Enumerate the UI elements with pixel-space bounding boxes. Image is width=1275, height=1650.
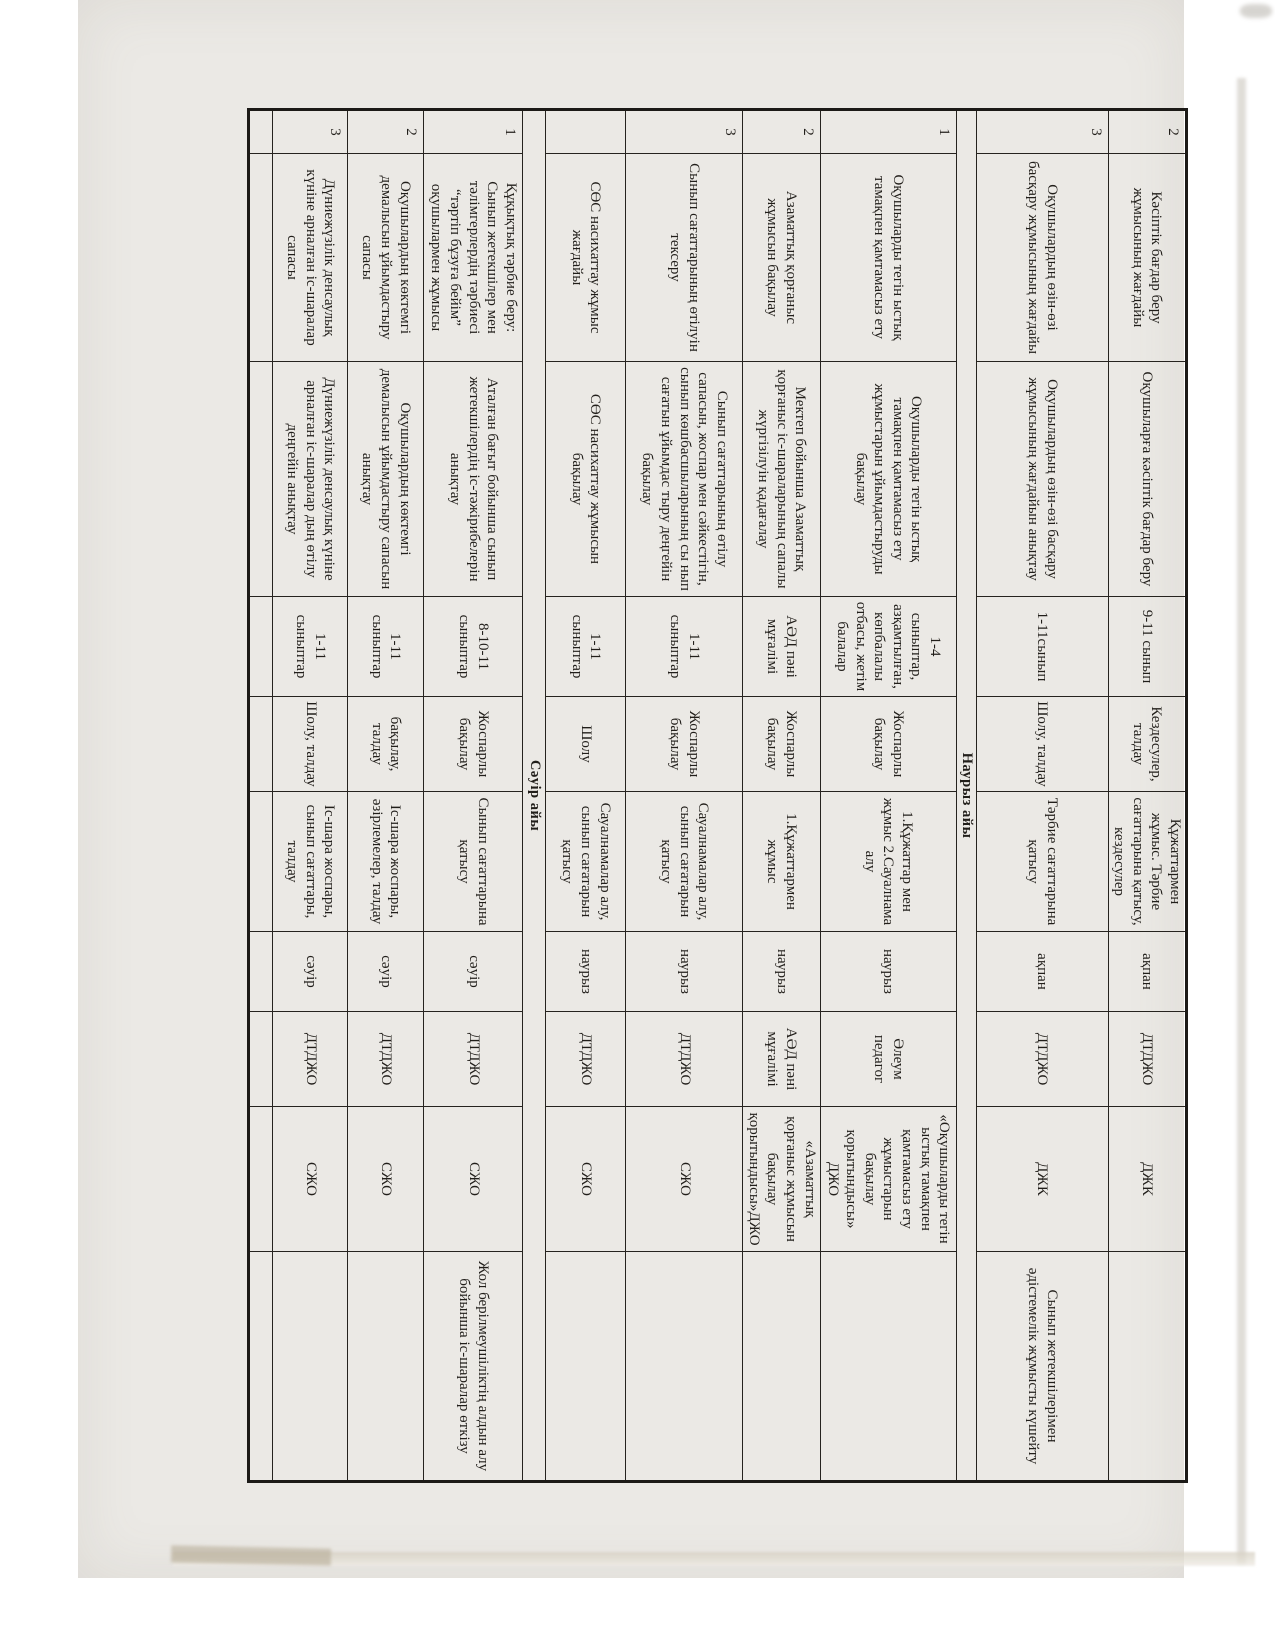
plan-row (273, 110, 348, 1482)
table-cell (249, 792, 273, 932)
row-number-cell: 2 (743, 110, 820, 154)
table-cell: ДТДЖО (546, 1012, 626, 1107)
table-cell: ДТДЖО (348, 1012, 424, 1107)
table-cell: СЖО (424, 1107, 523, 1252)
table-cell: 1-11 сыныптар (348, 597, 424, 697)
plan-row (976, 110, 1108, 1482)
table-cell: Жоспарлы бақылау (743, 697, 820, 792)
table-cell: Дүниежүзілік денсаулық күніне арналған іс-шаралар дың өтілу деңгейін анықтау (273, 362, 348, 597)
plan-row (1108, 110, 1186, 1482)
table-cell: Оқушылардың өзін-өзі басқару жұмысының жағдайы (976, 154, 1108, 362)
row-number-cell: 1 (820, 110, 956, 154)
table-cell: Жоспарлы бақылау (424, 697, 523, 792)
table-cell: ДЖК (976, 1107, 1108, 1252)
table-cell: ақпан (976, 932, 1108, 1012)
table-cell: Оқушыларды тегін ыстық тамақпен қамтамасыз ету жұмыстарын ұйымдастыруды бақылау (820, 362, 956, 597)
table-cell: Сынып жетекшілерімен әдістемелік жұмысты күшейту (976, 1252, 1108, 1482)
table-cell: 1-11 сыныптар (626, 597, 743, 697)
plan-row (249, 110, 273, 1482)
table-cell: сәуір (273, 932, 348, 1012)
table-cell: АӘД пәні мұғалімі (743, 1012, 820, 1107)
row-number-cell: 3 (273, 110, 348, 154)
table-cell (249, 1107, 273, 1252)
table-cell: СЖО (348, 1107, 424, 1252)
table-cell (820, 1252, 956, 1482)
table-cell: 1-4 сыныптар, азқамтылған, көпбалалы отбасы, жетім балалар (820, 597, 956, 697)
table-cell: АӘД пәні мұғалімі (743, 597, 820, 697)
table-cell: Азаматтық қорғаныс жұмысын бақылау (743, 154, 820, 362)
table-cell: Құжаттармен жұмыс. Тәрбие сағаттарына қатысу, кездесулер (1108, 792, 1186, 932)
plan-row (626, 110, 743, 1482)
table-cell (249, 597, 273, 697)
table-cell: Құқықтық тәрбие беру: Сынып жетекшілер мен тәлімгерлердің тәрбиесі “тәртіп бұзуға бейім” оқушылармен жұмысы (424, 154, 523, 362)
plan-row (820, 110, 956, 1482)
table-cell: СЖО (273, 1107, 348, 1252)
table-cell: Әлеум педагог (820, 1012, 956, 1107)
table-cell: наурыз (626, 932, 743, 1012)
table-cell: Тәрбие сағаттарына қатысу (976, 792, 1108, 932)
table-cell: сәуір (424, 932, 523, 1012)
table-cell: «Оқушыларды тегін ыстық тамақпен қамтамасыз ету жұмыстарын бақылау қорытындысы» ДЖО (820, 1107, 956, 1252)
table-cell: Іс-шара жоспары, сынып сағаттары, талдау (273, 792, 348, 932)
table-cell: Сынып сағаттарының өтілуін тексеру (626, 154, 743, 362)
table-cell: ДТДЖО (273, 1012, 348, 1107)
row-number-cell: 2 (1108, 110, 1186, 154)
scan-speck (1240, 4, 1272, 18)
table-cell: Іс-шара жоспары, әзірлемелер, талдау (348, 792, 424, 932)
table-cell: наурыз (546, 932, 626, 1012)
table-cell: СЖО (626, 1107, 743, 1252)
table-cell: ДТДЖО (1108, 1012, 1186, 1107)
table-cell: Оқушыларды тегін ыстық тамақпен қамтамасыз ету (820, 154, 956, 362)
row-number-cell (546, 110, 626, 154)
table-cell: ДЖК (1108, 1107, 1186, 1252)
table-cell: Аталған бағыт бойынша сынып жетекшілердің іс-тәжірибелерін анықтау (424, 362, 523, 597)
table-cell (249, 154, 273, 362)
table-cell (249, 1012, 273, 1107)
table-cell: Дүниежүзілік денсаулық күніне арналған іс-шаралар сапасы (273, 154, 348, 362)
scan-edge-shadow-corner (171, 1545, 331, 1565)
month-header-cell: Наурыз айы (956, 110, 976, 1482)
table-cell (1108, 1252, 1186, 1482)
table-cell: 1.Құжаттармен жұмыс (743, 792, 820, 932)
table-cell (273, 1252, 348, 1482)
table-cell: 9-11 сынып (1108, 597, 1186, 697)
table-cell: наурыз (820, 932, 956, 1012)
table-cell: сәуір (348, 932, 424, 1012)
table-cell: ақпан (1108, 932, 1186, 1012)
scanned-page (78, 0, 1184, 1578)
table-cell: 1.Құжаттар мен жұмыс 2.Сауалнама алу (820, 792, 956, 932)
table-cell: 1-11 сыныптар (273, 597, 348, 697)
row-number-cell: 3 (976, 110, 1108, 154)
table-cell: бақылау, талдау (348, 697, 424, 792)
month-header-row (523, 110, 546, 1482)
month-header-row (956, 110, 976, 1482)
table-cell: СӨС насихаттау жұмыс жағдайы (546, 154, 626, 362)
table-cell: 8-10-11 сыныптар (424, 597, 523, 697)
table-cell: Сауалнамалар алу, сынып сағатарын қатысу (626, 792, 743, 932)
table-cell (249, 362, 273, 597)
table-cell (348, 1252, 424, 1482)
table-cell: СЖО (546, 1107, 626, 1252)
table-cell: Оқушыларға кәсіптік бағдар беру (1108, 362, 1186, 597)
table-cell: Шолу (546, 697, 626, 792)
table-cell: ДТДЖО (976, 1012, 1108, 1107)
plan-row (348, 110, 424, 1482)
plan-table (247, 108, 1188, 1483)
scan-edge-shadow-bottom (173, 1552, 1255, 1566)
table-cell: наурыз (743, 932, 820, 1012)
plan-table-body (249, 110, 1187, 1482)
table-cell: Кәсіптік бағдар беру жұмысының жағдайы (1108, 154, 1186, 362)
plan-row (743, 110, 820, 1482)
table-cell: Оқушылардың көктемгі демалысын ұйымдастыру сапасын анықтау (348, 362, 424, 597)
plan-row (546, 110, 626, 1482)
row-number-cell: 2 (348, 110, 424, 154)
table-cell: Сынып сағаттарының өтілу сапасын, жоспар мен сәйкестігін, сынып көшбасшыларының сы нып сағатын ұйымдас тыру деңгейін бақылау (626, 362, 743, 597)
table-cell (546, 1252, 626, 1482)
table-cell: Шолу, талдау (273, 697, 348, 792)
month-header-cell: Сәуір айы (523, 110, 546, 1482)
row-number-cell: 1 (424, 110, 523, 154)
table-cell: Оқушылардың көктемгі демалысын ұйымдастыру сапасы (348, 154, 424, 362)
table-cell: Оқушылардың өзін-өзі басқару жұмысының жағдайын анықтау (976, 362, 1108, 597)
table-cell: Жол берілмеушіліктің алдын алу бойынша іс-шаралар өткізу (424, 1252, 523, 1482)
table-cell: Кездесулер, талдау (1108, 697, 1186, 792)
table-cell (626, 1252, 743, 1482)
table-cell: Шолу, талдау (976, 697, 1108, 792)
row-number-cell: 3 (626, 110, 743, 154)
table-cell (249, 1252, 273, 1482)
table-cell (249, 697, 273, 792)
table-cell (743, 1252, 820, 1482)
table-cell: ДТДЖО (424, 1012, 523, 1107)
table-cell: 1-11 сыныптар (546, 597, 626, 697)
table-cell: СӨС насихаттау жұмысын бақылау (546, 362, 626, 597)
table-cell: Жоспарлы бақылау (820, 697, 956, 792)
table-cell: Жоспарлы бақылау (626, 697, 743, 792)
table-cell: Сауалнамалар алу, сынып сағатарын қатысу (546, 792, 626, 932)
table-cell: ДТДЖО (626, 1012, 743, 1107)
plan-row (424, 110, 523, 1482)
scan-edge-shadow-right (1237, 78, 1246, 1564)
table-cell: 1-11сынып (976, 597, 1108, 697)
row-number-cell (249, 110, 273, 154)
table-cell (249, 932, 273, 1012)
table-cell: Сынып сағаттарына қатысу (424, 792, 523, 932)
rotated-table-wrapper (256, 108, 1188, 1480)
table-cell: «Азаматтық қорғаныс жұмысын бақылау қорытындысы»ДЖО (743, 1107, 820, 1252)
table-cell: Мектеп бойынша Азаматтық қорғаныс іс-шараларының сапалы жүргізілуін қадағалау (743, 362, 820, 597)
